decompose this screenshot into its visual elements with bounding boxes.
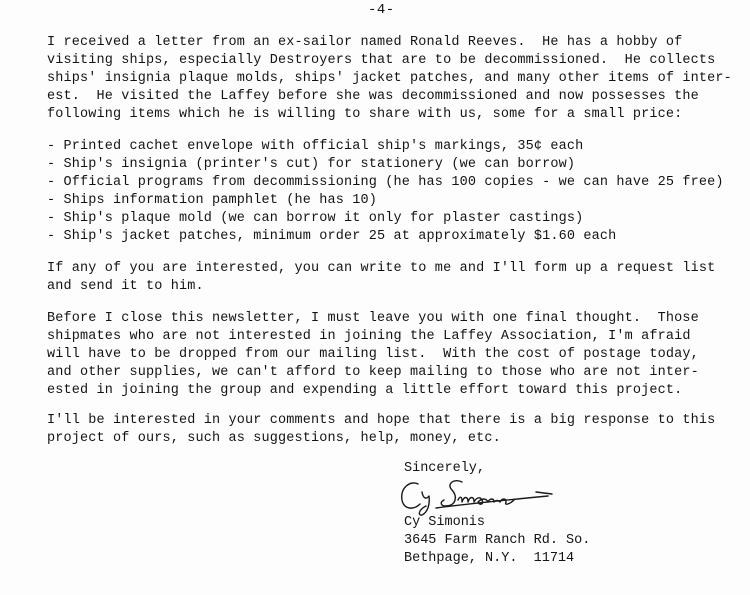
address-line-1: 3645 Farm Ranch Rd. So. [404,533,591,548]
list-item: - Printed cachet envelope with official ship's markings, 35¢ each [47,139,584,154]
text-line: following items which he is willing to share with us, some for a small price: [47,107,683,122]
page-number: -4- [368,2,395,18]
text-line: visiting ships, especially Destroyers that are to be decommissioned. He collects [47,53,716,68]
list-item: - Official programs from decommissioning (he has 100 copies - we can have 25 free) [47,175,724,190]
text-line: Before I close this newsletter, I must leave you with one final thought. Those [47,311,699,326]
text-line: ships' insignia plaque molds, ships' jacket patches, and many other items of inter- [47,71,732,86]
text-line: will have to be dropped from our mailing list. With the cost of postage today, [47,347,699,362]
handwritten-signature [396,474,556,516]
signer-name: Cy Simonis [404,515,486,530]
text-line: shipmates who are not interested in joining the Laffey Association, I'm afraid [47,329,691,344]
text-line: I received a letter from an ex-sailor named Ronald Reeves. He has a hobby of [47,35,683,50]
text-line: and other supplies, we can't afford to keep mailing to those who are not inter- [47,365,699,380]
text-line: project of ours, such as suggestions, help, money, etc. [47,431,501,446]
text-line: ested in joining the group and expending a little effort toward this project. [47,383,683,398]
text-line: I'll be interested in your comments and hope that there is a big response to this [47,413,716,428]
salutation: Sincerely, [404,461,486,476]
list-item: - Ships information pamphlet (he has 10) [47,193,378,208]
address-line-2: Bethpage, N.Y. 11714 [404,551,575,566]
list-item: - Ship's jacket patches, minimum order 25 at approximately $1.60 each [47,229,617,244]
list-item: - Ship's insignia (printer's cut) for stationery (we can borrow) [47,157,576,172]
list-item: - Ship's plaque mold (we can borrow it only for plaster castings) [47,211,584,226]
text-line: and send it to him. [47,279,204,294]
text-line: If any of you are interested, you can write to me and I'll form up a request list [47,261,716,276]
text-line: est. He visited the Laffey before she was decommissioned and now possesses the [47,89,699,104]
